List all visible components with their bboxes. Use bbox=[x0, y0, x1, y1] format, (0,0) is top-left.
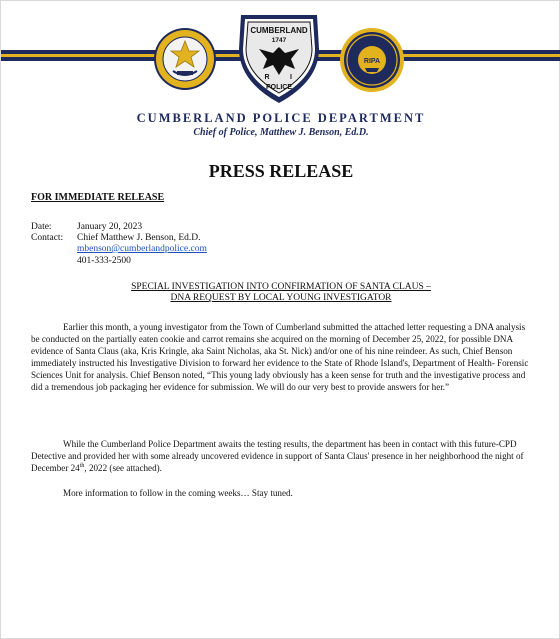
date-label: Date: bbox=[31, 222, 52, 232]
contact-label: Contact: bbox=[31, 233, 64, 243]
page-title: PRESS RELEASE bbox=[208, 161, 354, 181]
paragraph-3-text: More information to follow in the coming weeks… Stay tuned. bbox=[63, 488, 293, 498]
paragraph-2-text: While the Cumberland Police Department awaits the testing results, the department has been in contact with this future-CPD Detective and provided her with some already uncovered evidence in support of Santa Claus' presence in her neighborhood the night of December 24 bbox=[31, 439, 524, 474]
release-label: FOR IMMEDIATE RELEASE bbox=[31, 192, 165, 203]
body-paragraph-2 bbox=[31, 438, 533, 474]
subject-heading bbox=[1, 282, 560, 304]
date-value: January 20, 2023 bbox=[77, 222, 143, 232]
department-name: CUMBERLAND POLICE DEPARTMENT bbox=[136, 111, 426, 125]
police-badge-icon bbox=[233, 9, 325, 105]
contact-name: Chief Matthew J. Benson, Ed.D. bbox=[77, 233, 201, 243]
paragraph-2-text-end: , 2022 (see attached). bbox=[84, 463, 162, 474]
ripa-seal-icon bbox=[339, 27, 405, 93]
badge-year: 1747 bbox=[271, 37, 287, 44]
body-paragraph-1 bbox=[31, 321, 533, 394]
contact-phone: 401-333-2500 bbox=[77, 256, 131, 266]
badge-top-text: CUMBERLAND bbox=[250, 26, 308, 35]
contact-email-link[interactable]: mbenson@cumberlandpolice.com bbox=[77, 244, 207, 254]
chief-of-police-line: Chief of Police, Matthew J. Benson, Ed.D. bbox=[193, 127, 369, 138]
subject-line-1: SPECIAL INVESTIGATION INTO CONFIRMATION OF SANTA CLAUS – bbox=[131, 282, 431, 292]
paragraph-1-text: Earlier this month, a young investigator from the Town of Cumberland submitted the attached letter requesting a DNA analysis be conducted on the partially eaten cookie and carrot remains she acquired on the morning of December 25, 2022, for possible DNA evidence of Santa Claus (aka, Kris Kringle, aka Saint Nicholas, aka St. Nick) and/or one of his nine reindeer. As such, Chief Benson immediately instructed his Investigative Division to forward her evidence to the State of Rhode Island's, Department of Health- Forensic Sciences Unit for analysis. Chief Benson noted, “This young lady obviously has a keen sense for truth and the investigative process and did a tremendous job packaging her evidence for submission. We will do our very best to provide answers for her.” bbox=[31, 322, 529, 393]
ripa-seal-text: RIPA bbox=[363, 58, 381, 65]
accreditation-seal-icon bbox=[153, 27, 217, 91]
badge-initial-left: R bbox=[264, 74, 270, 81]
subject-line-2: DNA REQUEST BY LOCAL YOUNG INVESTIGATOR bbox=[170, 293, 392, 303]
body-paragraph-3 bbox=[31, 487, 533, 499]
paragraph-2-superscript: th bbox=[79, 463, 85, 470]
badge-initial-right: I bbox=[290, 74, 292, 81]
badge-bottom-text: POLICE bbox=[265, 84, 293, 91]
